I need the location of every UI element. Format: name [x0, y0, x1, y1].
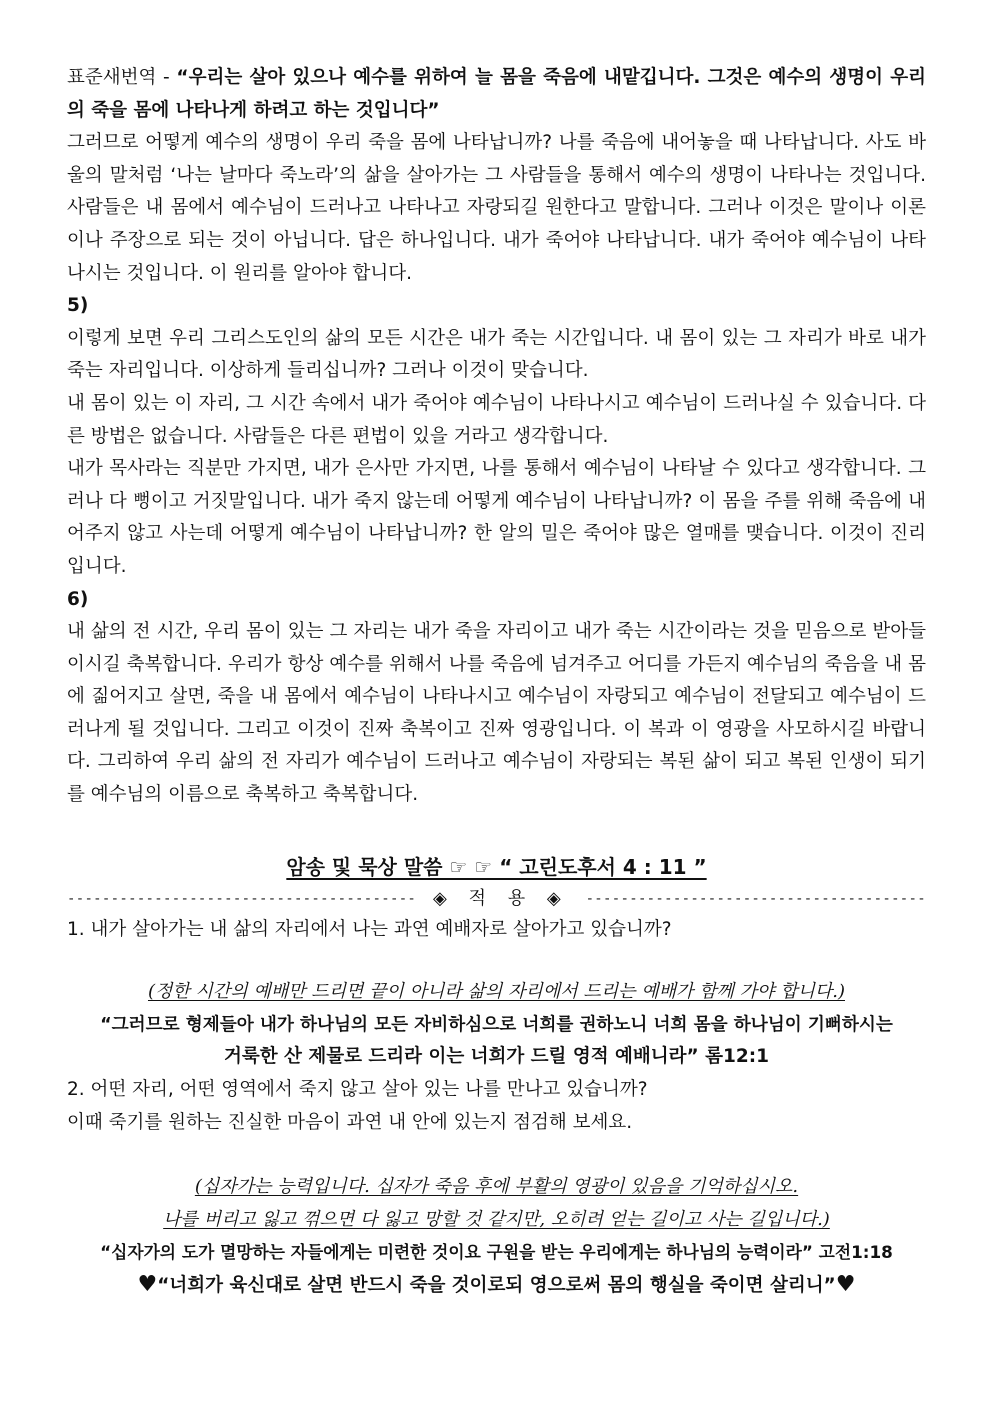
question-2-line-2: 이때 죽기를 원하는 진실한 마음이 과연 내 안에 있는지 점검해 보세요. — [67, 1111, 633, 1133]
body-paragraph: 이렇게 보면 우리 그리스도인의 삶의 모든 시간은 내가 죽는 시간입니다. 내 몸이 있는 그 자리가 바로 내가 죽는 자리입니다. 이상하게 들리십니까? 그러나 이것이 맞습니다. — [67, 327, 926, 382]
question-2-line-1: 2. 어떤 자리, 어떤 영역에서 죽지 않고 살아 있는 나를 만나고 있습니까? — [67, 1079, 648, 1101]
verse-romans-8-13 — [67, 1269, 926, 1303]
apply-label: ◈ 적 용 ◈ — [433, 887, 569, 909]
note-2-line-1: (십자가는 능력입니다. 십자가 죽음 후에 부활의 영광이 있음을 기억하십시오. — [194, 1176, 799, 1198]
question-1: 1. 내가 살아가는 내 삶의 자리에서 나는 과연 예배자로 살아가고 있습니까? — [67, 918, 672, 940]
section-number-6: 6) — [67, 588, 89, 610]
heart-icon: ♥ — [137, 1272, 158, 1297]
divider-line-right: --------------------------------------- — [585, 890, 926, 907]
translation-label: 표준새번역 - — [67, 67, 177, 88]
apply-divider — [67, 884, 926, 914]
verse-romans-line-1: “그러므로 형제들아 내가 하나님의 모든 자비하심으로 너희를 권하노니 너희 몸을 하나님이 기뻐하시는 — [100, 1014, 893, 1035]
body-paragraph: 내 몸이 있는 이 자리, 그 시간 속에서 내가 죽어야 예수님이 나타나시고 예수님이 드러나실 수 있습니다. 다른 방법은 없습니다. 사람들은 다른 편법이 있을 거라고 생각합니다. — [67, 392, 926, 447]
heart-icon: ♥ — [835, 1272, 856, 1297]
translation-paragraph — [67, 62, 926, 127]
divider-line-left: ---------------------------------------- — [67, 890, 417, 907]
section-number-5: 5) — [67, 295, 89, 317]
body-paragraph: 내 삶의 전 시간, 우리 몸이 있는 그 자리는 내가 죽을 자리이고 내가 죽는 시간이라는 것을 믿음으로 받아들이시길 축복합니다. 우리가 항상 예수를 위해서 나를 죽음에 넘겨주고 어디를 가든지 예수님의 죽음을 내 몸에 짊어지고 살면, 죽을 내 몸에서 예수님이 나타나시고 예수님이 자랑되고 예수님이 전달되고 예수님이 드러나게 될 것입니다. 그리고 이것이 진짜 축복이고 진짜 영광입니다. 이 복과 이 영광을 사모하시길 바랍니다. 그리하여 우리 삶의 전 자리가 예수님이 드러나고 예수님이 자랑되는 복된 삶이 되고 복된 인생이 되기를 예수님의 이름으로 축복하고 축복합니다. — [67, 621, 926, 806]
spacer — [67, 946, 926, 976]
note-1: (정한 시간의 예배만 드리면 끝이 아니라 삶의 자리에서 드리는 예배가 함께 가야 합니다.) — [147, 981, 845, 1003]
note-2-line-2: 나를 버리고 잃고 꺾으면 다 잃고 망할 것 같지만, 오히려 얻는 길이고 사는 길입니다.) — [163, 1208, 830, 1230]
verse-romans-8-13-text: “너희가 육신대로 살면 반드시 죽을 것이로되 영으로써 몸의 행실을 죽이면 살리니” — [157, 1275, 836, 1296]
verse-romans-line-2: 거룩한 산 제물로 드리라 이는 너희가 드릴 영적 예배니라” 롬12:1 — [223, 1046, 770, 1068]
memory-verse-title: 암송 및 묵상 말씀 ☞ ☞ “ 고린도후서 4 : 11 ” — [286, 854, 707, 879]
verse-corinthians: “십자가의 도가 멸망하는 자들에게는 미련한 것이요 구원을 받는 우리에게는 하나님의 능력이라” 고전1:18 — [100, 1242, 893, 1263]
body-paragraph: 내가 목사라는 직분만 가지면, 내가 은사만 가지면, 나를 통해서 예수님이 나타날 수 있다고 생각합니다. 그러나 다 뻥이고 거짓말입니다. 내가 죽지 않는데 어떻게 예수님이 나타납니까? 이 몸을 주를 위해 죽음에 내어주지 않고 사는데 어떻게 예수님이 나타납니까? 한 알의 밀은 죽어야 많은 열매를 맺습니다. 이것이 진리입니다. — [67, 458, 926, 577]
translation-quote: “우리는 살아 있으나 예수를 위하여 늘 몸을 죽음에 내맡깁니다. 그것은 예수의 생명이 우리의 죽을 몸에 나타나게 하려고 하는 것입니다” — [67, 67, 926, 121]
body-paragraph: 그러므로 어떻게 예수의 생명이 우리 죽을 몸에 나타납니까? 나를 죽음에 내어놓을 때 나타납니다. 사도 바울의 말처럼 ‘나는 날마다 죽노라’의 삶을 살아가는 그 사람들을 통해서 예수의 생명이 나타나는 것입니다. 사람들은 내 몸에서 예수님이 드러나고 나타나고 자랑되길 원한다고 말합니다. 그러나 이것은 말이나 이론이나 주장으로 되는 것이 아닙니다. 답은 하나입니다. 내가 죽어야 나타납니다. 내가 죽어야 예수님이 나타나시는 것입니다. 이 원리를 알아야 합니다. — [67, 132, 926, 284]
spacer — [67, 1139, 926, 1171]
